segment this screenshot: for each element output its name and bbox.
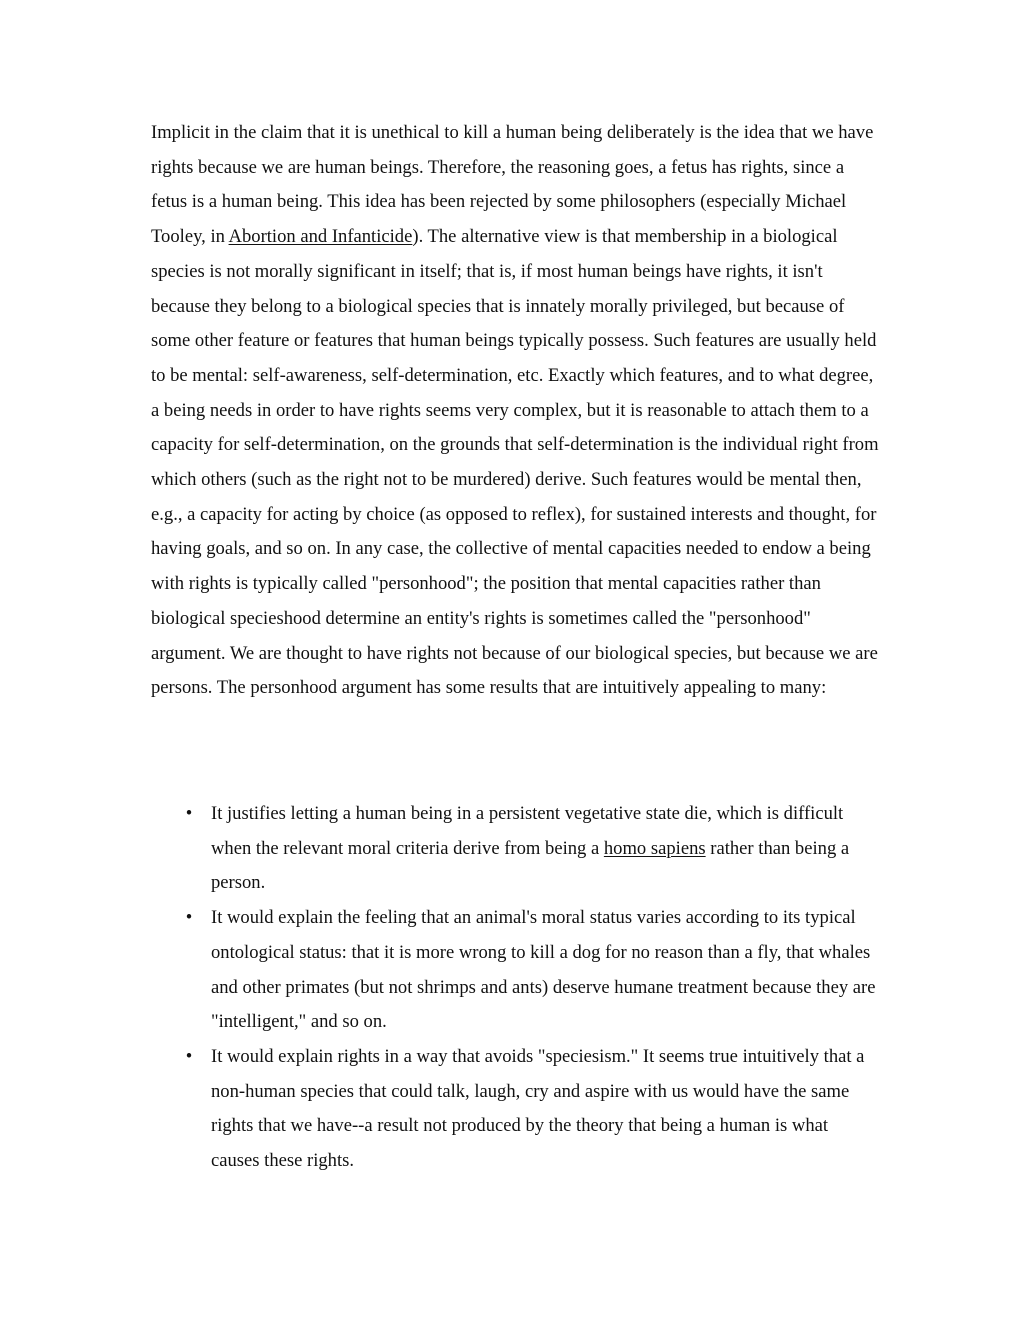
list-item-text: It would explain the feeling that an animal's moral status varies according to its typical ontological status: that it is more wrong to kill a dog for no reason than a fly, that whales and other primates (but not shrimps and ants) deserve humane treatment because they are "intelligent," and so on. (211, 907, 876, 1033)
bullet-icon: • (185, 803, 193, 824)
list-item-text: It would explain rights in a way that avoids "speciesism." It seems true intuitively that a non-human species that could talk, laugh, cry and aspire with us would have the same rights that we have--a result not produced by the theory that being a human is what causes these rights. (211, 1045, 865, 1172)
paragraph-text-part-1: Implicit in the claim that it is unethical to kill a human being deliberately is the idea that we have rights because we are human beings. Therefore, the reasoning goes, a fetus has rights, since a fetus is a human being. This idea has been rejected by some philosophers (especially Michael Tooley, in (151, 122, 874, 248)
bullet-icon: • (185, 907, 193, 929)
main-paragraph (151, 116, 879, 706)
homo-sapiens-link[interactable]: homo sapiens (603, 837, 706, 859)
list-item (151, 901, 879, 1040)
paragraph-text (151, 116, 879, 706)
list-item-text-part-1: It justifies letting a human being in a persistent vegetative state die, which is difficult when the relevant moral criteria derive from being a (211, 803, 844, 859)
list-item-text-part-2: rather than being a person. (211, 837, 850, 894)
list-item (151, 797, 879, 901)
paragraph-text-part-2: ). The alternative view is that membership in a biological species is not morally significant in itself; that is, if most human beings have rights, it isn't because they belong to a biological species that is innately morally privileged, but because of some other feature or features that human beings typically possess. Such features are usually held to be mental: self-awareness, self-determination, etc. Exactly which features, and to what degree, a being needs in order to have rights seems very complex, but it is reasonable to attach them to a capacity for self-determination, on the grounds that self-determination is the individual right from which others (such as the right not to be murdered) derive. Such features would be mental then, e.g., a capacity for acting by choice (as opposed to reflex), for sustained interests and thought, for having goals, and so on. In any case, the collective of mental capacities needed to endow a being with rights is typically called "personhood"; the position that mental capacities rather than biological specieshood determine an entity's rights is sometimes called the "personhood" argument. We are thought to have rights not because of our biological species, but because we are persons. The personhood argument has some results that are intuitively appealing to many: (151, 226, 879, 699)
list-item (151, 1040, 879, 1179)
bullet-list (151, 797, 879, 1179)
book-title-abortion-and-infanticide[interactable]: Abortion and Infanticide (228, 226, 413, 248)
bullet-icon: • (185, 1045, 193, 1067)
